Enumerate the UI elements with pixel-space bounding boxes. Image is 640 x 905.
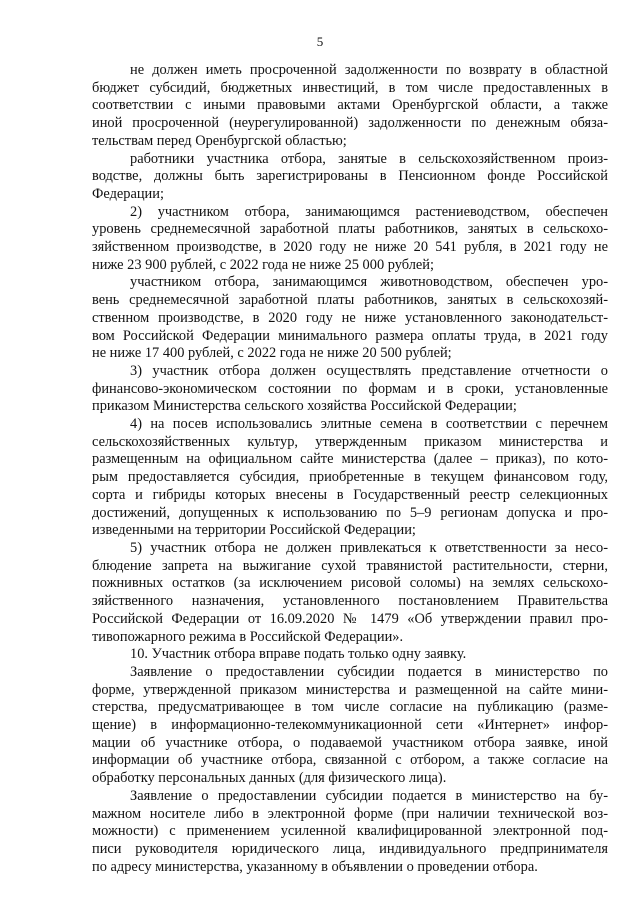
text-line: сельскохозяйственных культур, утвержденным приказом министерства и <box>92 433 608 450</box>
text-line: 10. Участник отбора вправе подать только одну заявку. <box>130 646 467 663</box>
text-line: водстве, должны быть зарегистрированы в Пенсионном фонде Российской <box>92 168 608 185</box>
text-line: достижений, допущенных к использованию по 5–9 регионам допуска и про- <box>92 504 608 521</box>
text-line: форме, утвержденной приказом министерства и размещенной на сайте мини- <box>92 681 608 698</box>
text-line: бюджет субсидий, бюджетных инвестиций, в том числе предоставленных в <box>92 79 608 96</box>
body-text <box>92 62 608 876</box>
text-line: блюдение запрета на выжигание сухой травянистой растительности, стерни, <box>92 557 608 574</box>
page-number: 5 <box>316 34 324 49</box>
text-line: Заявление о предоставлении субсидии подается в министерство на бу- <box>130 787 608 804</box>
text-line: участником отбора, занимающимся животноводством, обеспечен уро- <box>130 274 608 291</box>
text-line: по адресу министерства, указанному в объявлении о проведении отбора. <box>92 858 538 875</box>
text-line: 2) участником отбора, занимающимся растениеводством, обеспечен <box>130 203 608 220</box>
text-line: рым предоставляется субсидия, приобретенные в текущем финансовом году, <box>92 469 608 486</box>
text-line: не ниже 17 400 рублей, с 2022 года не ниже 20 500 рублей; <box>92 345 452 362</box>
text-line: вень среднемесячной заработной платы работников, занятых в сельскохозяй- <box>92 292 608 309</box>
text-line: соответствии с иными правовыми актами Оренбургской области, а также <box>92 97 608 114</box>
text-line: размещенным на официальном сайте министерства (далее – приказ), по кото- <box>92 451 608 468</box>
text-line: стерства, предусматривающее в том числе согласие на публикацию (разме- <box>92 699 608 716</box>
text-line: изведенными на территории Российской Федерации; <box>92 522 416 539</box>
text-line: ниже 23 900 рублей, с 2022 года не ниже 25 000 рублей; <box>92 256 434 273</box>
text-line: 3) участник отбора должен осуществлять представление отчетности о <box>130 362 608 379</box>
text-line: можности) с применением усиленной квалифицированной электронной под- <box>92 823 608 840</box>
text-line: ственном производстве, в 2020 году не ниже установленного законодательст- <box>92 309 608 326</box>
text-line: иной просроченной (неурегулированной) задолженности по денежным обяза- <box>92 115 608 132</box>
text-line: зяйственном производстве, в 2020 году не ниже 20 541 рубля, в 2021 году не <box>92 239 608 256</box>
text-line: зяйственного назначения, установленного постановлением Правительства <box>92 593 608 610</box>
text-line: финансово-экономическом состоянии по формам и в сроки, установленные <box>92 380 608 397</box>
text-line: мажном носителе либо в электронной форме (при наличии технической воз- <box>92 805 608 822</box>
text-line: работники участника отбора, занятые в сельскохозяйственном произ- <box>130 150 608 167</box>
text-line: пожнивных остатков (за исключением рисовой соломы) на землях сельскохо- <box>92 575 608 592</box>
text-line: обработку персональных данных (для физического лица). <box>92 770 447 787</box>
text-line: вом Российской Федерации минимального размера оплаты труда, в 2021 году <box>92 327 608 344</box>
text-line: писи руководителя юридического лица, индивидуального предпринимателя <box>92 840 608 857</box>
text-line: Российской Федерации от 16.09.2020 № 1479 «Об утверждении правил про- <box>92 610 608 627</box>
text-line: приказом Министерства сельского хозяйства Российской Федерации; <box>92 398 517 415</box>
text-line: 5) участник отбора не должен привлекаться к ответственности за несо- <box>130 539 608 556</box>
text-line: мации об участнике отбора, о подаваемой участником отбора заявке, иной <box>92 734 608 751</box>
text-line: уровень среднемесячной заработной платы работников, занятых в сельскохо- <box>92 221 608 238</box>
text-line: щение) в информационно-телекоммуникационной сети «Интернет» инфор- <box>92 717 608 734</box>
text-line: тивопожарного режима в Российской Федерации». <box>92 628 404 645</box>
text-line: 4) на посев использовались элитные семена в соответствии с перечнем <box>130 416 608 433</box>
text-line: информации об участнике отбора, связанной с отбором, а также согласие на <box>92 752 608 769</box>
text-line: тельствам перед Оренбургской областью; <box>92 132 347 149</box>
text-line: Федерации; <box>92 185 164 202</box>
text-line: Заявление о предоставлении субсидии подается в министерство по <box>130 663 608 680</box>
text-line: не должен иметь просроченной задолженности по возврату в областной <box>130 62 608 78</box>
text-line: сорта и гибриды которых внесены в Государственный реестр селекционных <box>92 486 608 503</box>
